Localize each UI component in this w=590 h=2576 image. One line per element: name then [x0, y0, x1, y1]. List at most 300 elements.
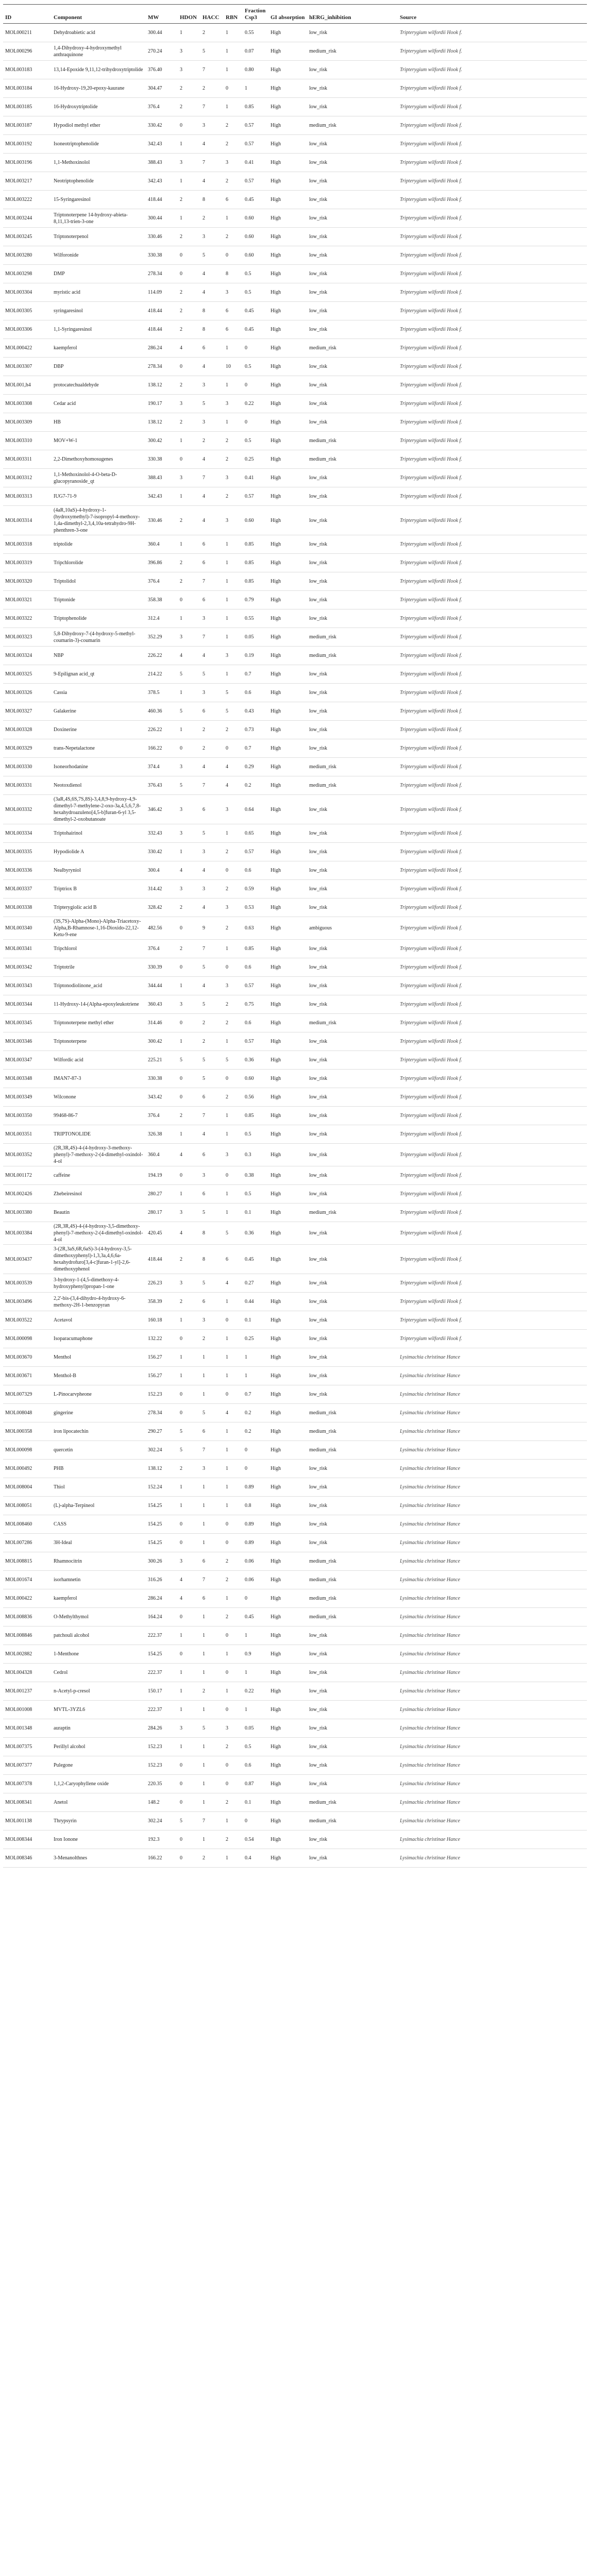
cell-source: Tripterygium wilfordii Hook f. — [398, 958, 587, 977]
table-row — [3, 861, 587, 880]
cell-source: Tripterygium wilfordii Hook f. — [398, 154, 587, 172]
cell-fraction-csp3: 0.07 — [243, 42, 268, 61]
cell-rbn: 1 — [224, 1849, 243, 1868]
cell-id: MOL007375 — [3, 1738, 52, 1756]
table-row — [3, 684, 587, 702]
cell-component: 1,1-Syringaresinol — [52, 320, 146, 339]
cell-hacc: 7 — [200, 154, 224, 172]
cell-hdon: 2 — [178, 283, 200, 302]
table-row — [3, 1441, 587, 1460]
cell-component: Tripchlorolide — [52, 554, 146, 572]
cell-rbn: 1 — [224, 61, 243, 79]
cell-mw: 152.23 — [146, 1756, 178, 1775]
cell-rbn: 2 — [224, 1831, 243, 1849]
cell-id: MOL001674 — [3, 1571, 52, 1589]
table-row — [3, 958, 587, 977]
cell-herg-inhibition: low_risk — [307, 413, 398, 432]
cell-fraction-csp3: 0.89 — [243, 1534, 268, 1552]
cell-hdon: 1 — [178, 1311, 200, 1330]
cell-source: Lysimachia christinae Hance — [398, 1645, 587, 1664]
cell-hacc: 6 — [200, 1185, 224, 1204]
cell-mw: 226.22 — [146, 647, 178, 665]
cell-hacc: 5 — [200, 1404, 224, 1422]
cell-fraction-csp3: 1 — [243, 1348, 268, 1367]
cell-rbn: 3 — [224, 506, 243, 535]
cell-hacc: 2 — [200, 1849, 224, 1868]
cell-herg-inhibition: low_risk — [307, 1107, 398, 1125]
cell-rbn: 3 — [224, 1719, 243, 1738]
cell-id: MOL003345 — [3, 1014, 52, 1032]
cell-mw: 374.4 — [146, 758, 178, 776]
cell-id: MOL003330 — [3, 758, 52, 776]
cell-source: Lysimachia christinae Hance — [398, 1775, 587, 1793]
table-row — [3, 647, 587, 665]
table-row — [3, 977, 587, 995]
cell-gi-absorption: High — [268, 1812, 307, 1831]
table-row — [3, 1478, 587, 1497]
cell-mw: 280.27 — [146, 1185, 178, 1204]
cell-fraction-csp3: 0.44 — [243, 1293, 268, 1311]
cell-fraction-csp3: 0.60 — [243, 228, 268, 246]
cell-herg-inhibition: low_risk — [307, 395, 398, 413]
cell-mw: 300.44 — [146, 24, 178, 42]
cell-hacc: 2 — [200, 739, 224, 758]
cell-hdon: 0 — [178, 265, 200, 283]
cell-component: Triptotrile — [52, 958, 146, 977]
cell-hacc: 1 — [200, 1367, 224, 1385]
cell-gi-absorption: High — [268, 432, 307, 450]
cell-gi-absorption: High — [268, 739, 307, 758]
header-herg-inhibition: hERG_inhibition — [307, 5, 398, 24]
cell-hdon: 0 — [178, 591, 200, 609]
table-row — [3, 609, 587, 628]
cell-fraction-csp3: 0.06 — [243, 1552, 268, 1571]
cell-id: MOL003318 — [3, 535, 52, 554]
cell-fraction-csp3: 0.27 — [243, 1274, 268, 1293]
cell-hacc: 3 — [200, 684, 224, 702]
cell-hdon: 1 — [178, 1626, 200, 1645]
cell-hacc: 2 — [200, 1032, 224, 1051]
cell-rbn: 0 — [224, 1534, 243, 1552]
cell-herg-inhibition: low_risk — [307, 958, 398, 977]
cell-id: MOL003187 — [3, 116, 52, 135]
cell-fraction-csp3: 0.7 — [243, 739, 268, 758]
table-row — [3, 469, 587, 487]
cell-fraction-csp3: 0.64 — [243, 795, 268, 824]
cell-rbn: 1 — [224, 535, 243, 554]
cell-component: Anetol — [52, 1793, 146, 1812]
cell-fraction-csp3: 0.22 — [243, 1682, 268, 1701]
cell-hacc: 4 — [200, 135, 224, 154]
cell-source: Lysimachia christinae Hance — [398, 1348, 587, 1367]
cell-gi-absorption: High — [268, 1330, 307, 1348]
cell-component: 16-Hydroxytriptolide — [52, 98, 146, 116]
table-row — [3, 1664, 587, 1682]
table-row — [3, 1051, 587, 1070]
cell-hdon: 2 — [178, 228, 200, 246]
cell-fraction-csp3: 1 — [243, 1367, 268, 1385]
cell-gi-absorption: High — [268, 940, 307, 958]
cell-hacc: 3 — [200, 376, 224, 395]
cell-mw: 150.17 — [146, 1682, 178, 1701]
cell-herg-inhibition: low_risk — [307, 824, 398, 843]
cell-hdon: 5 — [178, 1812, 200, 1831]
cell-gi-absorption: High — [268, 1185, 307, 1204]
cell-source: Tripterygium wilfordii Hook f. — [398, 98, 587, 116]
table-row — [3, 1738, 587, 1756]
cell-mw: 222.37 — [146, 1626, 178, 1645]
cell-component: 1-Menthone — [52, 1645, 146, 1664]
cell-source: Tripterygium wilfordii Hook f. — [398, 647, 587, 665]
cell-fraction-csp3: 0.45 — [243, 1608, 268, 1626]
cell-fraction-csp3: 0.1 — [243, 1204, 268, 1222]
cell-component: 1,1,2-Caryophyllene oxide — [52, 1775, 146, 1793]
cell-component: Nealbyryniol — [52, 861, 146, 880]
header-gi-absorption: GI absorption — [268, 5, 307, 24]
cell-herg-inhibition: low_risk — [307, 1849, 398, 1868]
cell-component: Menthol — [52, 1348, 146, 1367]
cell-id: MOL003331 — [3, 776, 52, 795]
cell-gi-absorption: High — [268, 1293, 307, 1311]
cell-mw: 192.3 — [146, 1831, 178, 1849]
cell-component: 2,2-Dimethoxyhomosugenes — [52, 450, 146, 469]
cell-fraction-csp3: 0.1 — [243, 1793, 268, 1812]
cell-rbn: 1 — [224, 554, 243, 572]
cell-fraction-csp3: 0.85 — [243, 98, 268, 116]
cell-hdon: 2 — [178, 506, 200, 535]
cell-component: TRIPTONOLIDE — [52, 1125, 146, 1144]
table-row — [3, 739, 587, 758]
cell-source: Tripterygium wilfordii Hook f. — [398, 1070, 587, 1088]
cell-fraction-csp3: 0.79 — [243, 591, 268, 609]
cell-hacc: 4 — [200, 899, 224, 917]
cell-id: MOL003217 — [3, 172, 52, 191]
header-hdon: HDON — [178, 5, 200, 24]
cell-herg-inhibition: low_risk — [307, 209, 398, 228]
cell-rbn: 0 — [224, 1775, 243, 1793]
cell-source: Tripterygium wilfordii Hook f. — [398, 684, 587, 702]
cell-rbn: 2 — [224, 116, 243, 135]
cell-mw: 326.38 — [146, 1125, 178, 1144]
cell-gi-absorption: High — [268, 1849, 307, 1868]
cell-fraction-csp3: 0 — [243, 1460, 268, 1478]
cell-id: MOL003334 — [3, 824, 52, 843]
cell-id: MOL003342 — [3, 958, 52, 977]
cell-hacc: 3 — [200, 880, 224, 899]
table-row — [3, 61, 587, 79]
cell-hacc: 4 — [200, 1125, 224, 1144]
cell-gi-absorption: High — [268, 469, 307, 487]
cell-component: 5,8-Dihydroxy-7-(4-hydroxy-5-methyl-coumarin-3)-coumarin — [52, 628, 146, 647]
cell-gi-absorption: High — [268, 1014, 307, 1032]
cell-hdon: 1 — [178, 1125, 200, 1144]
cell-mw: 388.43 — [146, 154, 178, 172]
cell-fraction-csp3: 0.85 — [243, 535, 268, 554]
cell-hacc: 6 — [200, 554, 224, 572]
cell-gi-absorption: High — [268, 1404, 307, 1422]
cell-gi-absorption: High — [268, 665, 307, 684]
cell-component: Tripchlorol — [52, 940, 146, 958]
cell-hacc: 1 — [200, 1756, 224, 1775]
cell-gi-absorption: High — [268, 358, 307, 376]
cell-component: (2R,3R,4S)-4-(4-hydroxy-3-methoxy-phenyl)-7-methoxy-2-(4-dimethyl-oxindol-4-ol — [52, 1144, 146, 1166]
cell-gi-absorption: High — [268, 1222, 307, 1245]
cell-id: MOL007286 — [3, 1534, 52, 1552]
table-row — [3, 776, 587, 795]
cell-source: Tripterygium wilfordii Hook f. — [398, 1144, 587, 1166]
cell-mw: 376.4 — [146, 940, 178, 958]
cell-id: MOL003670 — [3, 1348, 52, 1367]
cell-herg-inhibition: medium_risk — [307, 432, 398, 450]
cell-source: Tripterygium wilfordii Hook f. — [398, 228, 587, 246]
cell-hdon: 3 — [178, 1552, 200, 1571]
header-mw: MW — [146, 5, 178, 24]
cell-id: MOL003324 — [3, 647, 52, 665]
cell-hdon: 1 — [178, 684, 200, 702]
cell-source: Tripterygium wilfordii Hook f. — [398, 1293, 587, 1311]
cell-component: Isoneorhodanine — [52, 758, 146, 776]
cell-herg-inhibition: low_risk — [307, 320, 398, 339]
cell-gi-absorption: High — [268, 1125, 307, 1144]
cell-hdon: 1 — [178, 1348, 200, 1367]
cell-rbn: 1 — [224, 24, 243, 42]
cell-herg-inhibition: medium_risk — [307, 1793, 398, 1812]
cell-fraction-csp3: 0.55 — [243, 24, 268, 42]
cell-source: Lysimachia christinae Hance — [398, 1701, 587, 1719]
cell-mw: 314.46 — [146, 1014, 178, 1032]
cell-rbn: 3 — [224, 283, 243, 302]
cell-gi-absorption: High — [268, 1166, 307, 1185]
cell-hdon: 0 — [178, 116, 200, 135]
cell-source: Tripterygium wilfordii Hook f. — [398, 702, 587, 721]
cell-hdon: 0 — [178, 917, 200, 940]
cell-mw: 278.34 — [146, 265, 178, 283]
cell-rbn: 1 — [224, 1478, 243, 1497]
cell-component: 13,14-Epoxide 9,11,12-trihydroxytriptolide — [52, 61, 146, 79]
cell-hacc: 4 — [200, 172, 224, 191]
cell-rbn: 2 — [224, 1088, 243, 1107]
table-row — [3, 795, 587, 824]
cell-component: Perillyl alcohol — [52, 1738, 146, 1756]
cell-herg-inhibition: low_risk — [307, 843, 398, 861]
cell-fraction-csp3: 0.57 — [243, 843, 268, 861]
cell-hdon: 0 — [178, 739, 200, 758]
table-row — [3, 824, 587, 843]
cell-source: Tripterygium wilfordii Hook f. — [398, 42, 587, 61]
cell-rbn: 0 — [224, 1701, 243, 1719]
cell-gi-absorption: High — [268, 116, 307, 135]
cell-hdon: 0 — [178, 1088, 200, 1107]
cell-component: IMAN7-87-3 — [52, 1070, 146, 1088]
table-row — [3, 1775, 587, 1793]
cell-herg-inhibition: low_risk — [307, 1032, 398, 1051]
cell-source: Tripterygium wilfordii Hook f. — [398, 995, 587, 1014]
cell-mw: 344.44 — [146, 977, 178, 995]
cell-hacc: 5 — [200, 1274, 224, 1293]
cell-rbn: 2 — [224, 880, 243, 899]
cell-hdon: 4 — [178, 1144, 200, 1166]
cell-fraction-csp3: 0.2 — [243, 1422, 268, 1441]
cell-herg-inhibition: low_risk — [307, 246, 398, 265]
cell-gi-absorption: High — [268, 1478, 307, 1497]
cell-mw: 154.25 — [146, 1497, 178, 1515]
cell-herg-inhibition: low_risk — [307, 1775, 398, 1793]
cell-herg-inhibition: low_risk — [307, 1460, 398, 1478]
cell-rbn: 2 — [224, 1738, 243, 1756]
cell-mw: 166.22 — [146, 739, 178, 758]
cell-herg-inhibition: medium_risk — [307, 1608, 398, 1626]
cell-fraction-csp3: 0.57 — [243, 135, 268, 154]
cell-rbn: 6 — [224, 320, 243, 339]
cell-herg-inhibition: low_risk — [307, 283, 398, 302]
cell-fraction-csp3: 0 — [243, 1812, 268, 1831]
cell-hdon: 1 — [178, 1738, 200, 1756]
cell-source: Lysimachia christinae Hance — [398, 1626, 587, 1645]
cell-herg-inhibition: low_risk — [307, 940, 398, 958]
cell-rbn: 1 — [224, 1441, 243, 1460]
cell-rbn: 0 — [224, 79, 243, 98]
cell-hacc: 8 — [200, 320, 224, 339]
cell-fraction-csp3: 0.89 — [243, 1478, 268, 1497]
cell-herg-inhibition: medium_risk — [307, 1204, 398, 1222]
cell-gi-absorption: High — [268, 1311, 307, 1330]
cell-rbn: 2 — [224, 228, 243, 246]
cell-component: triptolide — [52, 535, 146, 554]
cell-mw: 132.22 — [146, 1330, 178, 1348]
table-row — [3, 1385, 587, 1404]
cell-source: Tripterygium wilfordii Hook f. — [398, 376, 587, 395]
cell-hdon: 0 — [178, 1849, 200, 1868]
cell-source: Lysimachia christinae Hance — [398, 1589, 587, 1608]
cell-hacc: 1 — [200, 1534, 224, 1552]
cell-component: n-Acetyl-p-cresol — [52, 1682, 146, 1701]
cell-id: MOL001237 — [3, 1682, 52, 1701]
cell-id: MOL007329 — [3, 1385, 52, 1404]
table-row — [3, 628, 587, 647]
cell-gi-absorption: High — [268, 776, 307, 795]
cell-mw: 360.43 — [146, 995, 178, 1014]
cell-source: Lysimachia christinae Hance — [398, 1552, 587, 1571]
cell-herg-inhibition: low_risk — [307, 721, 398, 739]
cell-source: Lysimachia christinae Hance — [398, 1367, 587, 1385]
cell-rbn: 1 — [224, 591, 243, 609]
cell-hdon: 0 — [178, 1645, 200, 1664]
cell-mw: 222.37 — [146, 1664, 178, 1682]
cell-gi-absorption: High — [268, 172, 307, 191]
cell-herg-inhibition: low_risk — [307, 1682, 398, 1701]
cell-id: MOL008846 — [3, 1626, 52, 1645]
cell-fraction-csp3: 0.6 — [243, 684, 268, 702]
cell-id: MOL003298 — [3, 265, 52, 283]
cell-fraction-csp3: 0.45 — [243, 1245, 268, 1274]
cell-gi-absorption: High — [268, 1664, 307, 1682]
cell-rbn: 1 — [224, 572, 243, 591]
cell-hacc: 1 — [200, 1626, 224, 1645]
cell-hacc: 2 — [200, 721, 224, 739]
cell-hacc: 7 — [200, 1571, 224, 1589]
table-row — [3, 995, 587, 1014]
cell-herg-inhibition: low_risk — [307, 899, 398, 917]
cell-rbn: 2 — [224, 1552, 243, 1571]
cell-id: MOL003185 — [3, 98, 52, 116]
cell-id: MOL003245 — [3, 228, 52, 246]
cell-gi-absorption: High — [268, 283, 307, 302]
cell-fraction-csp3: 0.45 — [243, 302, 268, 320]
header-rbn: RBN — [224, 5, 243, 24]
cell-gi-absorption: High — [268, 98, 307, 116]
cell-rbn: 1 — [224, 209, 243, 228]
cell-source: Tripterygium wilfordii Hook f. — [398, 413, 587, 432]
cell-hacc: 1 — [200, 1738, 224, 1756]
cell-hdon: 3 — [178, 61, 200, 79]
cell-herg-inhibition: medium_risk — [307, 1589, 398, 1608]
table-row — [3, 135, 587, 154]
cell-gi-absorption: High — [268, 506, 307, 535]
cell-gi-absorption: High — [268, 1552, 307, 1571]
cell-mw: 342.43 — [146, 487, 178, 506]
cell-source: Tripterygium wilfordii Hook f. — [398, 776, 587, 795]
cell-herg-inhibition: low_risk — [307, 61, 398, 79]
cell-hdon: 2 — [178, 940, 200, 958]
cell-source: Tripterygium wilfordii Hook f. — [398, 1125, 587, 1144]
cell-mw: 226.23 — [146, 1274, 178, 1293]
cell-hdon: 4 — [178, 647, 200, 665]
cell-hdon: 1 — [178, 1682, 200, 1701]
cell-source: Tripterygium wilfordii Hook f. — [398, 265, 587, 283]
cell-component: Cedrol — [52, 1664, 146, 1682]
cell-component: MOV+W-1 — [52, 432, 146, 450]
cell-hacc: 6 — [200, 1088, 224, 1107]
cell-rbn: 1 — [224, 1125, 243, 1144]
cell-gi-absorption: High — [268, 1831, 307, 1849]
cell-mw: 332.43 — [146, 824, 178, 843]
cell-id: MOL003539 — [3, 1274, 52, 1293]
cell-id: MOL003305 — [3, 302, 52, 320]
cell-hdon: 1 — [178, 1367, 200, 1385]
cell-mw: 194.19 — [146, 1166, 178, 1185]
cell-source: Tripterygium wilfordii Hook f. — [398, 24, 587, 42]
cell-id: MOL003380 — [3, 1204, 52, 1222]
cell-mw: 222.37 — [146, 1701, 178, 1719]
cell-component: caffeine — [52, 1166, 146, 1185]
cell-hdon: 1 — [178, 1032, 200, 1051]
cell-mw: 302.24 — [146, 1812, 178, 1831]
cell-id: MOL000422 — [3, 339, 52, 358]
cell-hacc: 3 — [200, 413, 224, 432]
cell-hacc: 4 — [200, 265, 224, 283]
cell-rbn: 2 — [224, 432, 243, 450]
cell-id: MOL003336 — [3, 861, 52, 880]
cell-id: MOL003351 — [3, 1125, 52, 1144]
cell-herg-inhibition: low_risk — [307, 1738, 398, 1756]
cell-fraction-csp3: 0 — [243, 1441, 268, 1460]
cell-component: Thrypsyrin — [52, 1812, 146, 1831]
cell-fraction-csp3: 0.19 — [243, 647, 268, 665]
cell-hdon: 0 — [178, 450, 200, 469]
cell-fraction-csp3: 0.85 — [243, 940, 268, 958]
cell-id: MOL003244 — [3, 209, 52, 228]
cell-id: MOL001008 — [3, 1701, 52, 1719]
cell-source: Lysimachia christinae Hance — [398, 1849, 587, 1868]
cell-fraction-csp3: 0.36 — [243, 1222, 268, 1245]
cell-component: NBP — [52, 647, 146, 665]
cell-mw: 300.44 — [146, 209, 178, 228]
cell-hacc: 7 — [200, 628, 224, 647]
table-row — [3, 1311, 587, 1330]
cell-gi-absorption: High — [268, 376, 307, 395]
cell-rbn: 1 — [224, 1645, 243, 1664]
cell-component: Triptonodiolinone_acid — [52, 977, 146, 995]
